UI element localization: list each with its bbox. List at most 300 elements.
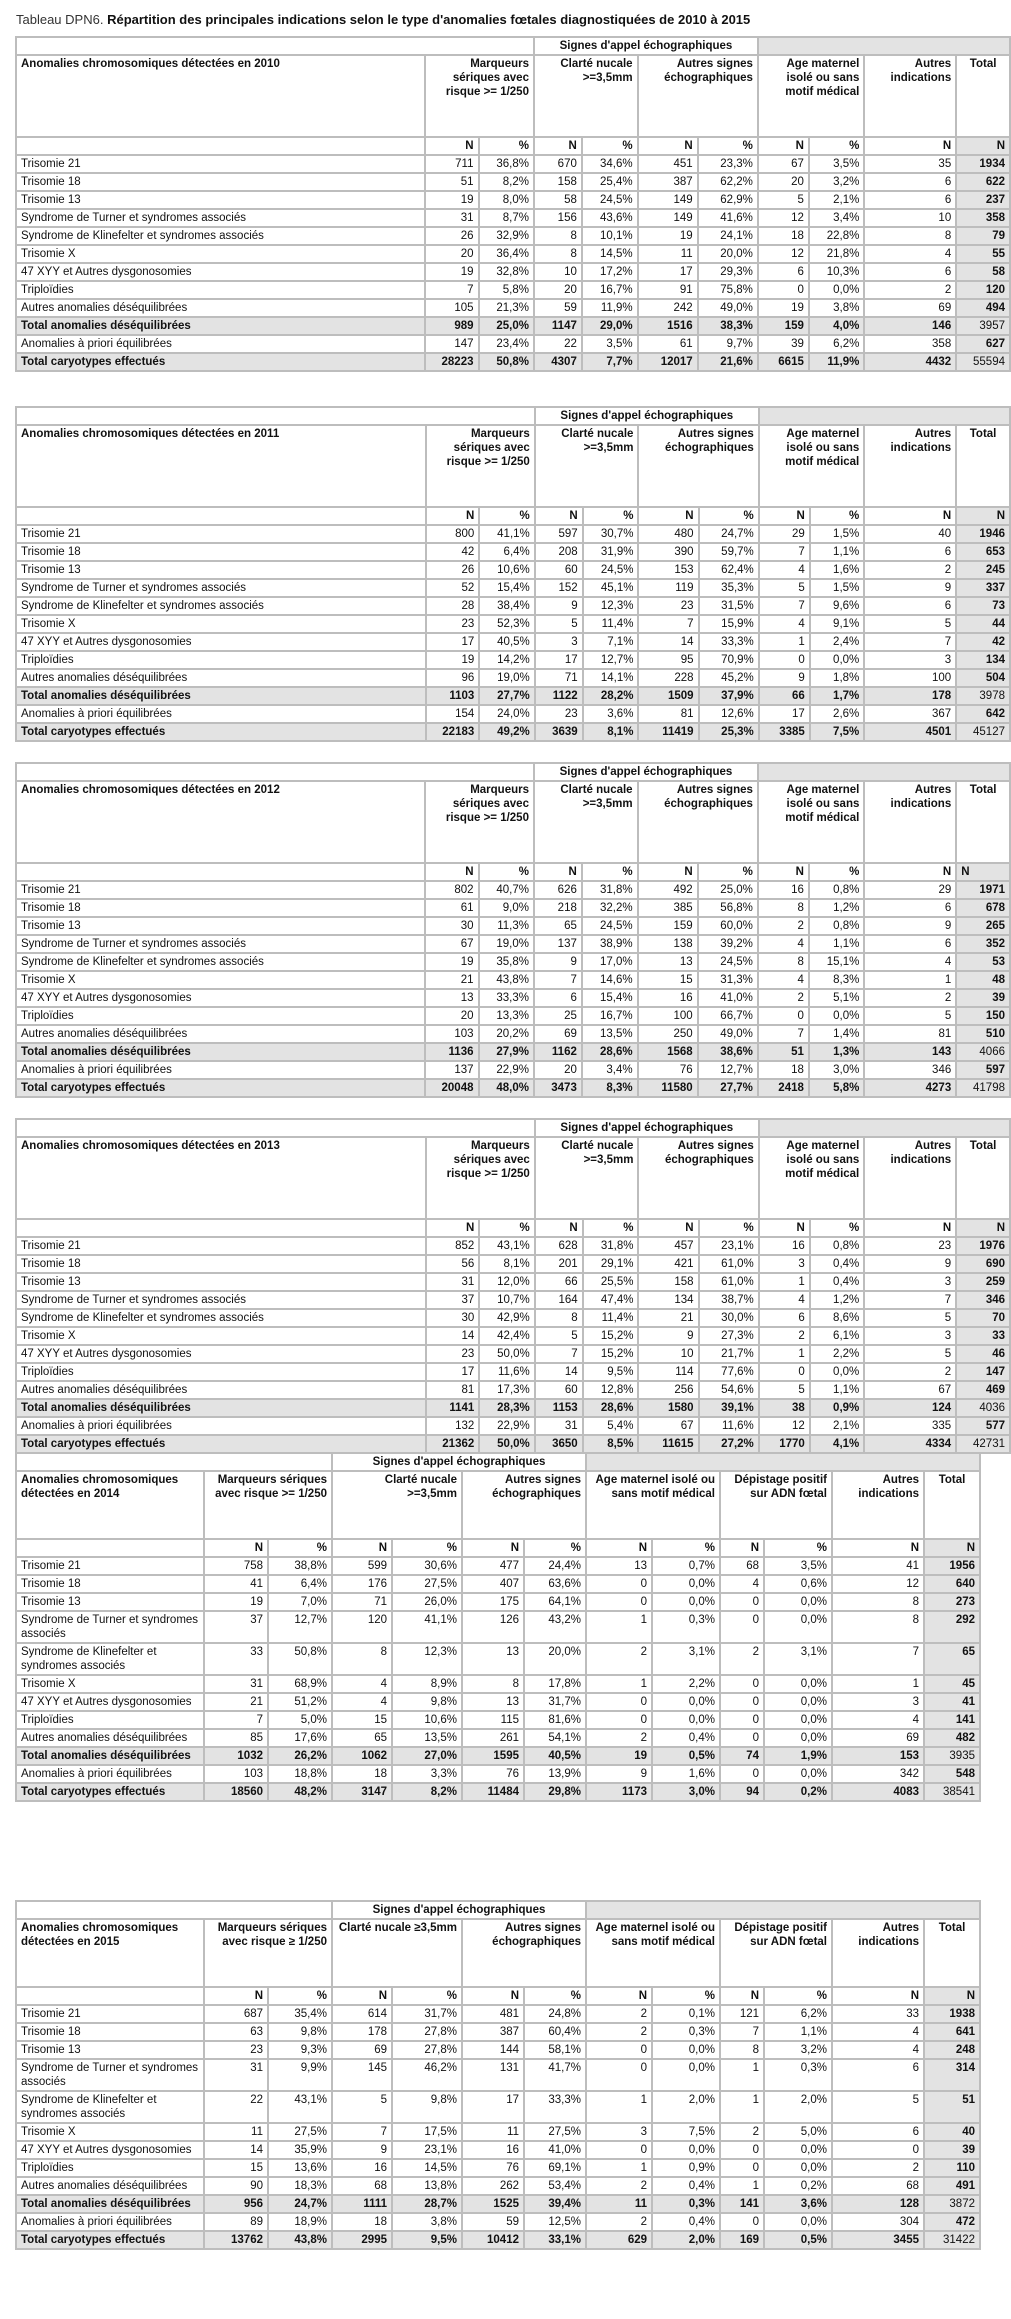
- table-row: [16, 1693, 980, 1711]
- value-cell: 149: [638, 191, 698, 209]
- unit-pct: %: [809, 137, 864, 155]
- value-cell: 17: [759, 705, 810, 723]
- table-2014: [15, 1452, 981, 1802]
- row-label: Trisomie 13: [16, 1593, 204, 1611]
- value-cell: 18: [332, 1765, 392, 1783]
- value-cell: 11,4%: [583, 1309, 639, 1327]
- value-cell: 103: [425, 1025, 479, 1043]
- value-cell: 119: [638, 579, 698, 597]
- total-cell: 53: [956, 953, 1010, 971]
- value-cell: 33: [204, 1643, 268, 1675]
- table-row: [16, 723, 1010, 741]
- column-header: Autres indications: [864, 1137, 956, 1219]
- table-row: [16, 1765, 980, 1783]
- unit-pct: %: [764, 1987, 832, 2005]
- row-label: Trisomie 21: [16, 881, 425, 899]
- value-cell: 2: [586, 2023, 652, 2041]
- value-cell: 387: [462, 2023, 524, 2041]
- empty-cell: [16, 1119, 535, 1137]
- value-cell: 11,4%: [583, 615, 639, 633]
- value-cell: 30,6%: [392, 1557, 462, 1575]
- value-cell: 11: [638, 245, 698, 263]
- empty-cell: [16, 37, 534, 55]
- total-cell: 39: [924, 2141, 980, 2159]
- value-cell: 385: [638, 899, 698, 917]
- value-cell: 61,0%: [699, 1255, 759, 1273]
- value-cell: 0,7%: [652, 1557, 720, 1575]
- table-row: [16, 1327, 1010, 1345]
- value-cell: 59,7%: [699, 543, 759, 561]
- unit-n: N: [864, 507, 956, 525]
- value-cell: 6: [864, 935, 956, 953]
- empty-cell: [16, 1539, 204, 1557]
- value-cell: 0,2%: [764, 1783, 832, 1801]
- table-row: [16, 579, 1010, 597]
- column-header: Total: [956, 55, 1010, 137]
- value-cell: 5: [332, 2091, 392, 2123]
- value-cell: 25,5%: [583, 1273, 639, 1291]
- row-label: 47 XYY et Autres dysgonosomies: [16, 1693, 204, 1711]
- value-cell: 153: [638, 561, 698, 579]
- total-cell: 678: [956, 899, 1010, 917]
- total-cell: 79: [956, 227, 1010, 245]
- value-cell: 67: [758, 155, 809, 173]
- value-cell: 41,7%: [524, 2059, 586, 2091]
- value-cell: 29,3%: [698, 263, 758, 281]
- value-cell: 3: [759, 1255, 810, 1273]
- total-cell: 46: [956, 1345, 1010, 1363]
- value-cell: 4: [864, 953, 956, 971]
- value-cell: 35,8%: [479, 953, 534, 971]
- table-row: [16, 2023, 980, 2041]
- value-cell: 2: [586, 2177, 652, 2195]
- value-cell: 0: [758, 281, 809, 299]
- value-cell: 5,8%: [809, 1079, 864, 1097]
- value-cell: 1: [586, 2159, 652, 2177]
- value-cell: 614: [332, 2005, 392, 2023]
- table-row: [16, 1237, 1010, 1255]
- value-cell: 62,9%: [698, 191, 758, 209]
- value-cell: 6: [534, 989, 582, 1007]
- value-cell: 22183: [426, 723, 480, 741]
- value-cell: 89: [204, 2213, 268, 2231]
- value-cell: 47,4%: [583, 1291, 639, 1309]
- value-cell: 23: [535, 705, 583, 723]
- unit-pct: %: [583, 1219, 639, 1237]
- value-cell: 35: [864, 155, 956, 173]
- total-cell: 265: [956, 917, 1010, 935]
- column-header: Age maternel isolé ou sans motif médical: [759, 425, 864, 507]
- value-cell: 31,7%: [524, 1693, 586, 1711]
- total-cell: 346: [956, 1291, 1010, 1309]
- unit-pct: %: [392, 1987, 462, 2005]
- value-cell: 9,5%: [583, 1363, 639, 1381]
- value-cell: 7: [759, 597, 810, 615]
- value-cell: 218: [534, 899, 582, 917]
- unit-n: N: [758, 863, 809, 881]
- value-cell: 27,5%: [524, 2123, 586, 2141]
- value-cell: 8: [758, 899, 809, 917]
- value-cell: 38,8%: [268, 1557, 332, 1575]
- value-cell: 31,8%: [582, 881, 638, 899]
- value-cell: 7: [759, 543, 810, 561]
- value-cell: 0,0%: [764, 1693, 832, 1711]
- table-row: [16, 1043, 1010, 1061]
- value-cell: 23,3%: [698, 155, 758, 173]
- value-cell: 7,5%: [652, 2123, 720, 2141]
- value-cell: 52: [426, 579, 480, 597]
- table-row: [16, 2005, 980, 2023]
- empty-cell: [16, 763, 534, 781]
- value-cell: 24,5%: [582, 917, 638, 935]
- value-cell: 1,2%: [809, 899, 864, 917]
- value-cell: 14: [535, 1363, 583, 1381]
- unit-n: N: [535, 507, 583, 525]
- value-cell: 3455: [832, 2231, 924, 2249]
- value-cell: 802: [425, 881, 479, 899]
- total-cell: 73: [956, 597, 1010, 615]
- value-cell: 42: [426, 543, 480, 561]
- value-cell: 22: [534, 335, 582, 353]
- value-cell: 27,8%: [392, 2041, 462, 2059]
- table-reference: Tableau DPN6.: [16, 12, 104, 27]
- value-cell: 51,2%: [268, 1693, 332, 1711]
- value-cell: 3,2%: [764, 2041, 832, 2059]
- table-row: [16, 633, 1010, 651]
- value-cell: 120: [332, 1611, 392, 1643]
- value-cell: 9: [864, 1255, 956, 1273]
- value-cell: 8: [462, 1675, 524, 1693]
- total-cell: 4066: [956, 1043, 1010, 1061]
- total-cell: 1938: [924, 2005, 980, 2023]
- row-header-label: Anomalies chromosomiques détectées en 2014: [16, 1471, 204, 1539]
- row-header-label: Anomalies chromosomiques détectées en 2015: [16, 1919, 204, 1987]
- value-cell: 11,3%: [479, 917, 534, 935]
- group-header-signes-echographiques: Signes d'appel échographiques: [534, 763, 758, 781]
- value-cell: 0,0%: [809, 281, 864, 299]
- value-cell: 421: [638, 1255, 698, 1273]
- value-cell: 31,9%: [583, 543, 639, 561]
- value-cell: 457: [638, 1237, 698, 1255]
- value-cell: 0: [832, 2141, 924, 2159]
- table-row: [16, 2141, 980, 2159]
- column-header: Autres signes échographiques: [462, 1919, 586, 1987]
- value-cell: 70,9%: [699, 651, 759, 669]
- value-cell: 2: [759, 1327, 810, 1345]
- value-cell: 24,5%: [582, 191, 638, 209]
- value-cell: 76: [462, 2159, 524, 2177]
- table-row: [16, 155, 1010, 173]
- value-cell: 61,0%: [699, 1273, 759, 1291]
- value-cell: 15,4%: [479, 579, 535, 597]
- value-cell: 45,2%: [699, 669, 759, 687]
- value-cell: 262: [462, 2177, 524, 2195]
- unit-header-row: [16, 1987, 980, 2005]
- value-cell: 13,6%: [268, 2159, 332, 2177]
- total-cell: 42731: [956, 1435, 1010, 1453]
- value-cell: 5,4%: [583, 1417, 639, 1435]
- value-cell: 2: [864, 281, 956, 299]
- value-cell: 12,5%: [524, 2213, 586, 2231]
- row-label: Total caryotypes effectués: [16, 353, 425, 371]
- column-header: Marqueurs sériques avec risque >= 1/250: [425, 55, 534, 137]
- value-cell: 18,8%: [268, 1765, 332, 1783]
- column-header-row: [16, 425, 1010, 507]
- value-cell: 16,7%: [582, 281, 638, 299]
- value-cell: 4432: [864, 353, 956, 371]
- column-header: Total: [956, 781, 1010, 863]
- value-cell: 31: [535, 1417, 583, 1435]
- value-cell: 0,8%: [810, 1237, 864, 1255]
- value-cell: 11,9%: [809, 353, 864, 371]
- column-header: Autres indications: [864, 781, 956, 863]
- value-cell: 4083: [832, 1783, 924, 1801]
- row-label: Syndrome de Klinefelter et syndromes associés: [16, 227, 425, 245]
- value-cell: 407: [462, 1575, 524, 1593]
- value-cell: 4273: [864, 1079, 956, 1097]
- value-cell: 23: [426, 615, 480, 633]
- value-cell: 32,2%: [582, 899, 638, 917]
- unit-header-row: [16, 507, 1010, 525]
- unit-n: N: [462, 1987, 524, 2005]
- value-cell: 49,0%: [698, 1025, 758, 1043]
- value-cell: 599: [332, 1557, 392, 1575]
- unit-n: N: [204, 1987, 268, 2005]
- column-header: Total: [956, 425, 1010, 507]
- value-cell: 0,8%: [809, 917, 864, 935]
- value-cell: 58,1%: [524, 2041, 586, 2059]
- unit-pct: %: [479, 137, 534, 155]
- value-cell: 0,3%: [652, 2195, 720, 2213]
- value-cell: 38,3%: [698, 317, 758, 335]
- value-cell: 0,5%: [764, 2231, 832, 2249]
- value-cell: 20: [534, 1061, 582, 1079]
- value-cell: 4334: [864, 1435, 956, 1453]
- total-cell: 504: [956, 669, 1010, 687]
- value-cell: 114: [638, 1363, 698, 1381]
- total-cell: 65: [924, 1643, 980, 1675]
- row-label: Triploïdies: [16, 2159, 204, 2177]
- value-cell: 34,6%: [582, 155, 638, 173]
- value-cell: 19: [204, 1593, 268, 1611]
- value-cell: 17,8%: [524, 1675, 586, 1693]
- value-cell: 25,0%: [479, 317, 534, 335]
- value-cell: 43,1%: [268, 2091, 332, 2123]
- value-cell: 0,0%: [652, 2059, 720, 2091]
- value-cell: 37: [426, 1291, 480, 1309]
- value-cell: 5,0%: [764, 2123, 832, 2141]
- value-cell: 626: [534, 881, 582, 899]
- row-label: Trisomie 18: [16, 2023, 204, 2041]
- value-cell: 1141: [426, 1399, 480, 1417]
- column-header: Autres indications: [832, 1471, 924, 1539]
- value-cell: 24,7%: [268, 2195, 332, 2213]
- value-cell: 12,7%: [698, 1061, 758, 1079]
- value-cell: 20,0%: [524, 1643, 586, 1675]
- value-cell: 0: [586, 1575, 652, 1593]
- value-cell: 670: [534, 155, 582, 173]
- value-cell: 201: [535, 1255, 583, 1273]
- row-label: Trisomie 21: [16, 2005, 204, 2023]
- value-cell: 3,5%: [764, 1557, 832, 1575]
- value-cell: 0,3%: [652, 2023, 720, 2041]
- column-header: Autres indications: [864, 55, 956, 137]
- value-cell: 27,5%: [268, 2123, 332, 2141]
- value-cell: 1062: [332, 1747, 392, 1765]
- value-cell: 95: [638, 651, 698, 669]
- value-cell: 48,2%: [268, 1783, 332, 1801]
- total-cell: 352: [956, 935, 1010, 953]
- value-cell: 27,5%: [392, 1575, 462, 1593]
- value-cell: 481: [462, 2005, 524, 2023]
- value-cell: 69: [832, 1729, 924, 1747]
- row-label: Trisomie X: [16, 971, 425, 989]
- value-cell: 28,6%: [583, 1399, 639, 1417]
- total-cell: 1956: [924, 1557, 980, 1575]
- value-cell: 3: [864, 1327, 956, 1345]
- value-cell: 20: [425, 245, 479, 263]
- value-cell: 0,9%: [810, 1399, 864, 1417]
- value-cell: 27,7%: [698, 1079, 758, 1097]
- table-row: [16, 1675, 980, 1693]
- empty-cell: [16, 137, 425, 155]
- value-cell: 15: [204, 2159, 268, 2177]
- value-cell: 153: [832, 1747, 924, 1765]
- value-cell: 3,0%: [809, 1061, 864, 1079]
- value-cell: 7: [535, 1345, 583, 1363]
- value-cell: 335: [864, 1417, 956, 1435]
- value-cell: 26,0%: [392, 1593, 462, 1611]
- value-cell: 11580: [638, 1079, 698, 1097]
- value-cell: 19: [638, 227, 698, 245]
- value-cell: 5: [535, 1327, 583, 1345]
- value-cell: 6,2%: [764, 2005, 832, 2023]
- value-cell: 11484: [462, 1783, 524, 1801]
- table-2015: [15, 1900, 981, 2250]
- value-cell: 62,2%: [698, 173, 758, 191]
- unit-n: N: [638, 137, 698, 155]
- value-cell: 15,9%: [699, 615, 759, 633]
- value-cell: 58: [534, 191, 582, 209]
- total-cell: 3957: [956, 317, 1010, 335]
- value-cell: 13762: [204, 2231, 268, 2249]
- unit-n: N: [534, 137, 582, 155]
- value-cell: 10412: [462, 2231, 524, 2249]
- unit-n: N: [425, 137, 479, 155]
- value-cell: 21,8%: [809, 245, 864, 263]
- row-label: Syndrome de Turner et syndromes associés: [16, 1291, 426, 1309]
- value-cell: 61: [425, 899, 479, 917]
- value-cell: 8: [832, 1611, 924, 1643]
- total-cell: 245: [956, 561, 1010, 579]
- value-cell: 1: [759, 1345, 810, 1363]
- value-cell: 3,4%: [809, 209, 864, 227]
- unit-header-row: [16, 137, 1010, 155]
- value-cell: 96: [426, 669, 480, 687]
- value-cell: 17,2%: [582, 263, 638, 281]
- column-header: Total: [924, 1471, 980, 1539]
- value-cell: 144: [462, 2041, 524, 2059]
- value-cell: 3,3%: [392, 1765, 462, 1783]
- unit-n: N: [332, 1987, 392, 2005]
- value-cell: 9,9%: [268, 2059, 332, 2091]
- unit-pct: %: [809, 863, 864, 881]
- value-cell: 68: [832, 2177, 924, 2195]
- unit-header-row: [16, 863, 1010, 881]
- value-cell: 4501: [864, 723, 956, 741]
- value-cell: 0,4%: [810, 1255, 864, 1273]
- row-label: Anomalies à priori équilibrées: [16, 2213, 204, 2231]
- table-row: [16, 1557, 980, 1575]
- value-cell: 40,5%: [524, 1747, 586, 1765]
- value-cell: 8,2%: [392, 1783, 462, 1801]
- row-label: Anomalies à priori équilibrées: [16, 1061, 425, 1079]
- column-header: Age maternel isolé ou sans motif médical: [586, 1471, 720, 1539]
- empty-grey-cell: [759, 407, 1010, 425]
- unit-pct: %: [479, 863, 534, 881]
- value-cell: 11,6%: [699, 1417, 759, 1435]
- empty-cell: [16, 407, 535, 425]
- unit-pct: %: [268, 1987, 332, 2005]
- value-cell: 0: [720, 1765, 764, 1783]
- value-cell: 1516: [638, 317, 698, 335]
- value-cell: 17: [426, 1363, 480, 1381]
- value-cell: 7: [638, 615, 698, 633]
- value-cell: 39: [758, 335, 809, 353]
- value-cell: 0: [720, 1711, 764, 1729]
- column-header: Autres indications: [832, 1919, 924, 1987]
- value-cell: 18: [758, 227, 809, 245]
- unit-pct: %: [698, 863, 758, 881]
- value-cell: 12,6%: [699, 705, 759, 723]
- value-cell: 63: [204, 2023, 268, 2041]
- total-cell: 248: [924, 2041, 980, 2059]
- value-cell: 11,6%: [479, 1363, 535, 1381]
- value-cell: 0,1%: [652, 2005, 720, 2023]
- value-cell: 3: [535, 633, 583, 651]
- unit-n: N: [720, 1987, 764, 2005]
- value-cell: 19: [758, 299, 809, 317]
- row-label: Total caryotypes effectués: [16, 1435, 426, 1453]
- value-cell: 3,8%: [809, 299, 864, 317]
- row-label: Anomalies à priori équilibrées: [16, 1765, 204, 1783]
- table-row: [16, 1255, 1010, 1273]
- value-cell: 2: [586, 2213, 652, 2231]
- value-cell: 20,2%: [479, 1025, 534, 1043]
- value-cell: 1525: [462, 2195, 524, 2213]
- row-label: Anomalies à priori équilibrées: [16, 335, 425, 353]
- unit-n: N: [759, 507, 810, 525]
- row-label: Syndrome de Turner et syndromes associés: [16, 209, 425, 227]
- value-cell: 42,9%: [479, 1309, 535, 1327]
- row-label: Trisomie 13: [16, 561, 426, 579]
- value-cell: 24,8%: [524, 2005, 586, 2023]
- value-cell: 7: [832, 1643, 924, 1675]
- value-cell: 6,2%: [809, 335, 864, 353]
- unit-n: N: [832, 1987, 924, 2005]
- unit-n-total: N: [956, 137, 1010, 155]
- value-cell: 3,4%: [582, 1061, 638, 1079]
- value-cell: 12,3%: [392, 1643, 462, 1675]
- value-cell: 0,0%: [652, 2141, 720, 2159]
- unit-n: N: [864, 137, 956, 155]
- value-cell: 7: [864, 633, 956, 651]
- value-cell: 5: [864, 1309, 956, 1327]
- value-cell: 62,4%: [699, 561, 759, 579]
- total-cell: 510: [956, 1025, 1010, 1043]
- value-cell: 23: [638, 597, 698, 615]
- value-cell: 8: [832, 1593, 924, 1611]
